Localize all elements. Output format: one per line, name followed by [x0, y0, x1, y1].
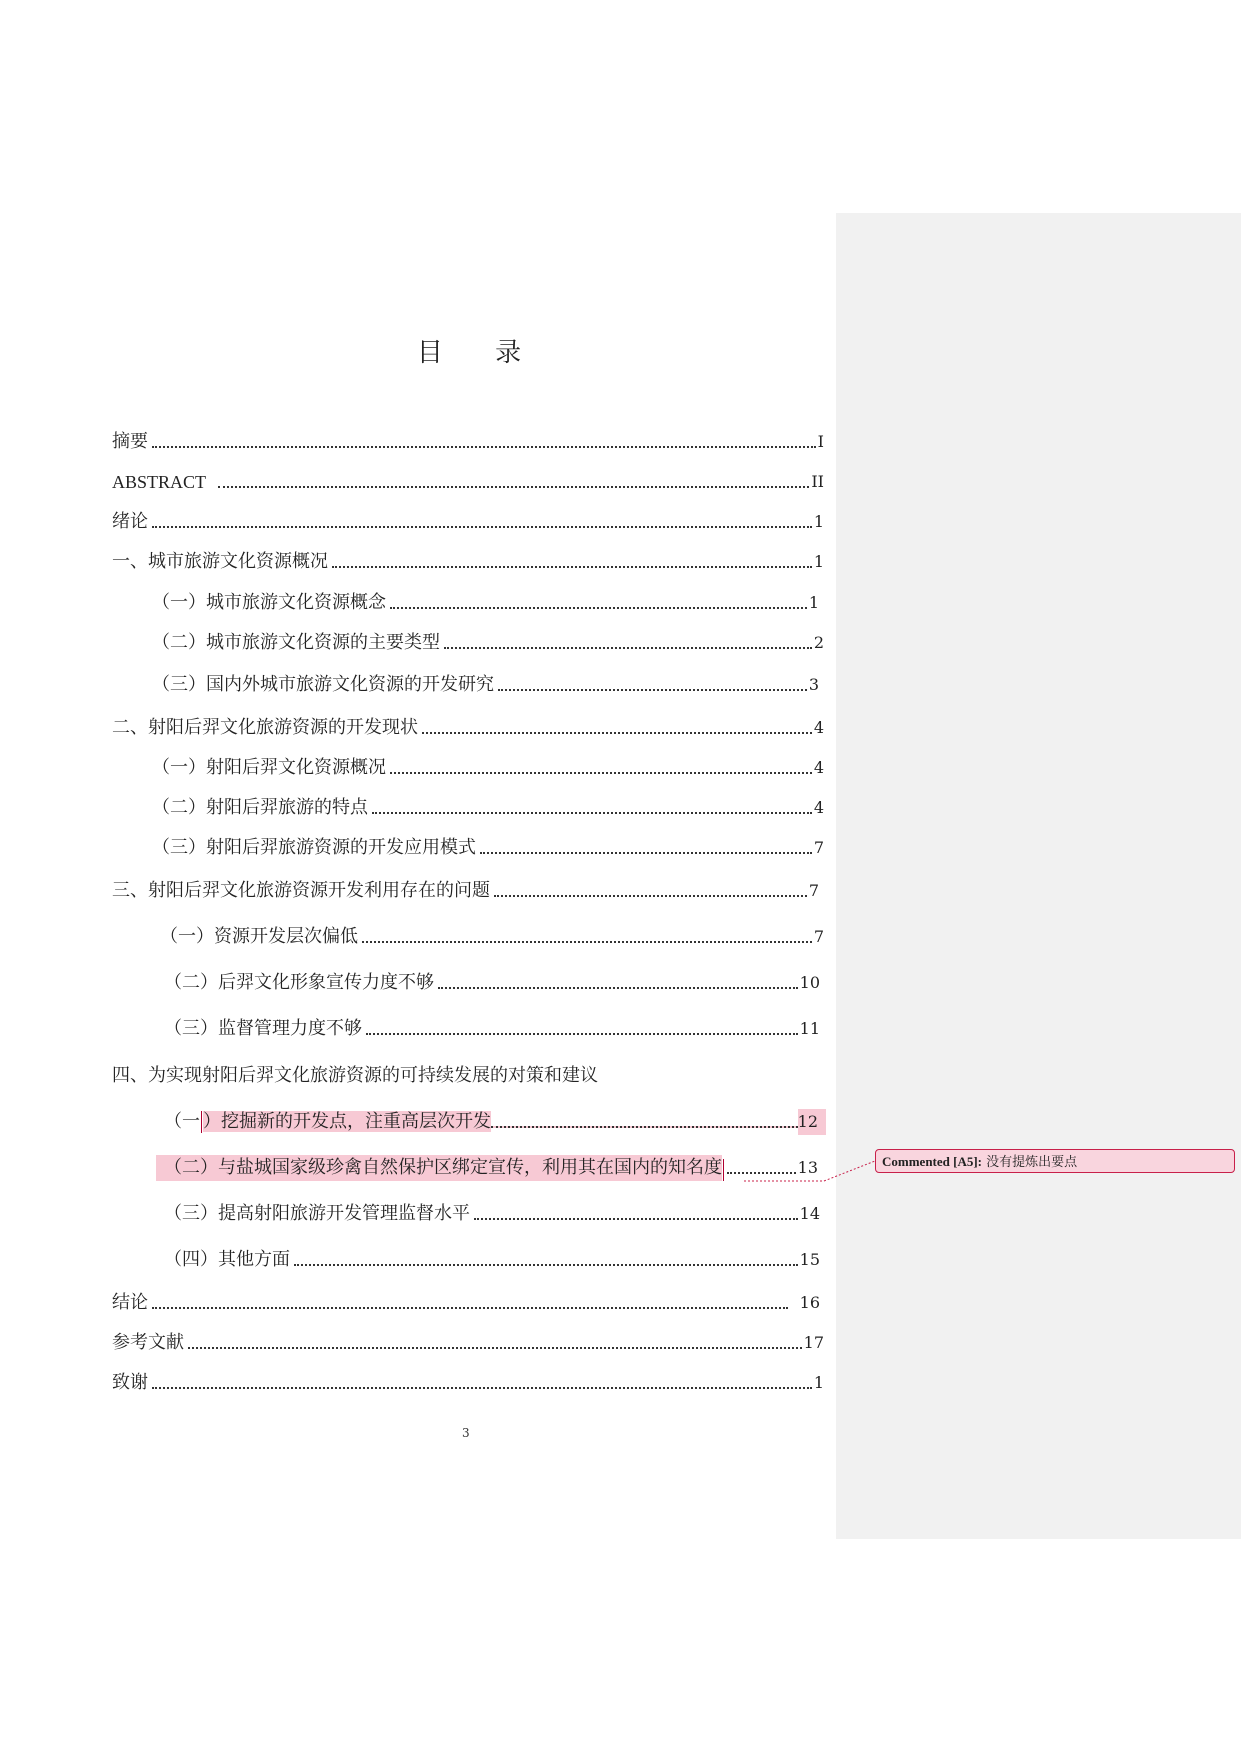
toc-label: （二）后羿文化形象宣传力度不够 [164, 972, 434, 993]
toc-label: （三）国内外城市旅游文化资源的开发研究 [152, 674, 494, 695]
comment-balloon[interactable] [875, 1149, 1235, 1173]
toc-page-number: 7 [813, 838, 824, 857]
toc-entry-4-4[interactable] [164, 1243, 820, 1273]
toc-label: 二、射阳后羿文化旅游资源的开发现状 [112, 717, 418, 738]
toc-label: （三）提高射阳旅游开发管理监督水平 [164, 1203, 470, 1224]
toc-entry-1-3[interactable] [152, 668, 819, 698]
toc-leader [152, 526, 812, 528]
toc-leader [727, 1172, 796, 1174]
toc-page-number: 13 [797, 1158, 818, 1177]
toc-leader [438, 987, 798, 989]
toc-label: 摘要 [112, 431, 148, 452]
page-title: 目 录 [416, 338, 544, 368]
toc-entry-2-1[interactable] [152, 751, 824, 781]
toc-page-number: 2 [813, 633, 824, 652]
toc-leader [494, 895, 807, 897]
toc-label: ABSTRACT [112, 472, 207, 492]
toc-leader [218, 486, 809, 488]
toc-leader [366, 1033, 798, 1035]
comment-highlight: ）挖掘新的开发点，注重高层次开发 [203, 1111, 491, 1132]
toc-entry-conclusion[interactable] [112, 1286, 820, 1316]
toc-entry-acknowledgement[interactable] [112, 1366, 824, 1396]
toc-entry-2-2[interactable] [152, 791, 824, 821]
toc-leader [152, 1387, 812, 1389]
toc-page-number: 10 [799, 973, 820, 992]
toc-label [164, 1109, 491, 1135]
toc-entry-introduction[interactable] [112, 505, 824, 535]
toc-entry-3-2[interactable] [164, 966, 820, 996]
toc-page-number: 16 [799, 1293, 820, 1312]
toc-entry-chapter-1[interactable] [112, 545, 824, 575]
toc-leader [390, 772, 812, 774]
toc-entry-2-3[interactable] [152, 831, 824, 861]
toc-entry-chapter-2[interactable] [112, 711, 824, 741]
toc-label: （一）射阳后羿文化资源概况 [152, 757, 386, 778]
toc-label: 致谢 [112, 1372, 148, 1393]
comment-text: 没有提炼出要点 [986, 1155, 1078, 1170]
toc-leader [372, 812, 812, 814]
toc-label: （二）城市旅游文化资源的主要类型 [152, 632, 440, 653]
toc-page-number: 7 [813, 927, 824, 946]
toc-page-number: 3 [808, 675, 819, 694]
toc-entry-3-1[interactable] [160, 920, 824, 950]
toc-leader [474, 1218, 798, 1220]
toc-page-number: 1 [813, 552, 824, 571]
toc-label: 四、为实现射阳后羿文化旅游资源的可持续发展的对策和建议 [112, 1065, 598, 1086]
toc-entry-references[interactable] [112, 1326, 824, 1356]
toc-label: （一）城市旅游文化资源概念 [152, 592, 386, 613]
toc-label: （四）其他方面 [164, 1249, 290, 1270]
toc-leader [152, 446, 816, 448]
toc-leader [491, 1126, 798, 1128]
toc-leader [362, 941, 812, 943]
toc-entry-abstract-cn[interactable] [112, 425, 824, 455]
toc-label: 参考文献 [112, 1332, 184, 1353]
toc-page-number: 14 [799, 1204, 820, 1223]
toc-leader [390, 607, 807, 609]
toc-label: （三）射阳后羿旅游资源的开发应用模式 [152, 837, 476, 858]
toc-page-number: 11 [799, 1019, 820, 1038]
toc-page-number: 1 [813, 1373, 824, 1392]
comment-pane [836, 213, 1241, 1539]
toc-entry-chapter-4[interactable] [112, 1059, 824, 1089]
toc-label-prefix: （一 [164, 1111, 200, 1132]
toc-leader [188, 1347, 802, 1349]
toc-entry-1-2[interactable] [152, 626, 824, 656]
toc-entry-3-3[interactable] [164, 1012, 820, 1042]
toc-page-number: 17 [803, 1333, 824, 1352]
toc-leader [498, 689, 807, 691]
toc-entry-chapter-3[interactable] [112, 874, 819, 904]
toc-leader [332, 566, 812, 568]
toc-leader [294, 1264, 798, 1266]
toc-leader [444, 647, 812, 649]
toc-leader [480, 852, 812, 854]
toc-page-number: 7 [808, 881, 819, 900]
page-number: 3 [462, 1426, 470, 1440]
toc-entry-1-1[interactable] [152, 586, 819, 616]
toc-label: 一、城市旅游文化资源概况 [112, 551, 328, 572]
toc-page-number: 1 [813, 512, 824, 531]
toc-label: 结论 [112, 1292, 148, 1313]
toc-entry-abstract-en[interactable] [112, 465, 824, 495]
toc-label: （一）资源开发层次偏低 [160, 926, 358, 947]
toc-page-number: I [817, 432, 824, 451]
toc-leader [152, 1307, 788, 1309]
toc-page-number: 4 [813, 718, 824, 737]
toc-page-number: 15 [799, 1250, 820, 1269]
toc-label: （二）射阳后羿旅游的特点 [152, 797, 368, 818]
toc-page-number: II [811, 472, 824, 491]
toc-entry-4-3[interactable] [164, 1197, 820, 1227]
toc-page-number: 1 [808, 593, 819, 612]
comment-author-tag: Commented [A5]: [882, 1154, 983, 1169]
toc-entry-4-1[interactable] [164, 1105, 826, 1135]
toc-label: （二）与盐城国家级珍禽自然保护区绑定宣传，利用其在国内的知名度 [164, 1157, 722, 1178]
comment-highlight [156, 1155, 722, 1181]
toc-page-number: 4 [813, 758, 824, 777]
toc-entry-4-2[interactable] [156, 1151, 818, 1181]
toc-label: 三、射阳后羿文化旅游资源开发利用存在的问题 [112, 880, 490, 901]
toc-leader [422, 732, 812, 734]
text-cursor [201, 1111, 202, 1133]
toc-label: （三）监督管理力度不够 [164, 1018, 362, 1039]
toc-label: 绪论 [112, 511, 148, 532]
toc-page-number: 4 [813, 798, 824, 817]
toc-page-number: 12 [798, 1109, 826, 1135]
text-cursor [723, 1159, 724, 1181]
